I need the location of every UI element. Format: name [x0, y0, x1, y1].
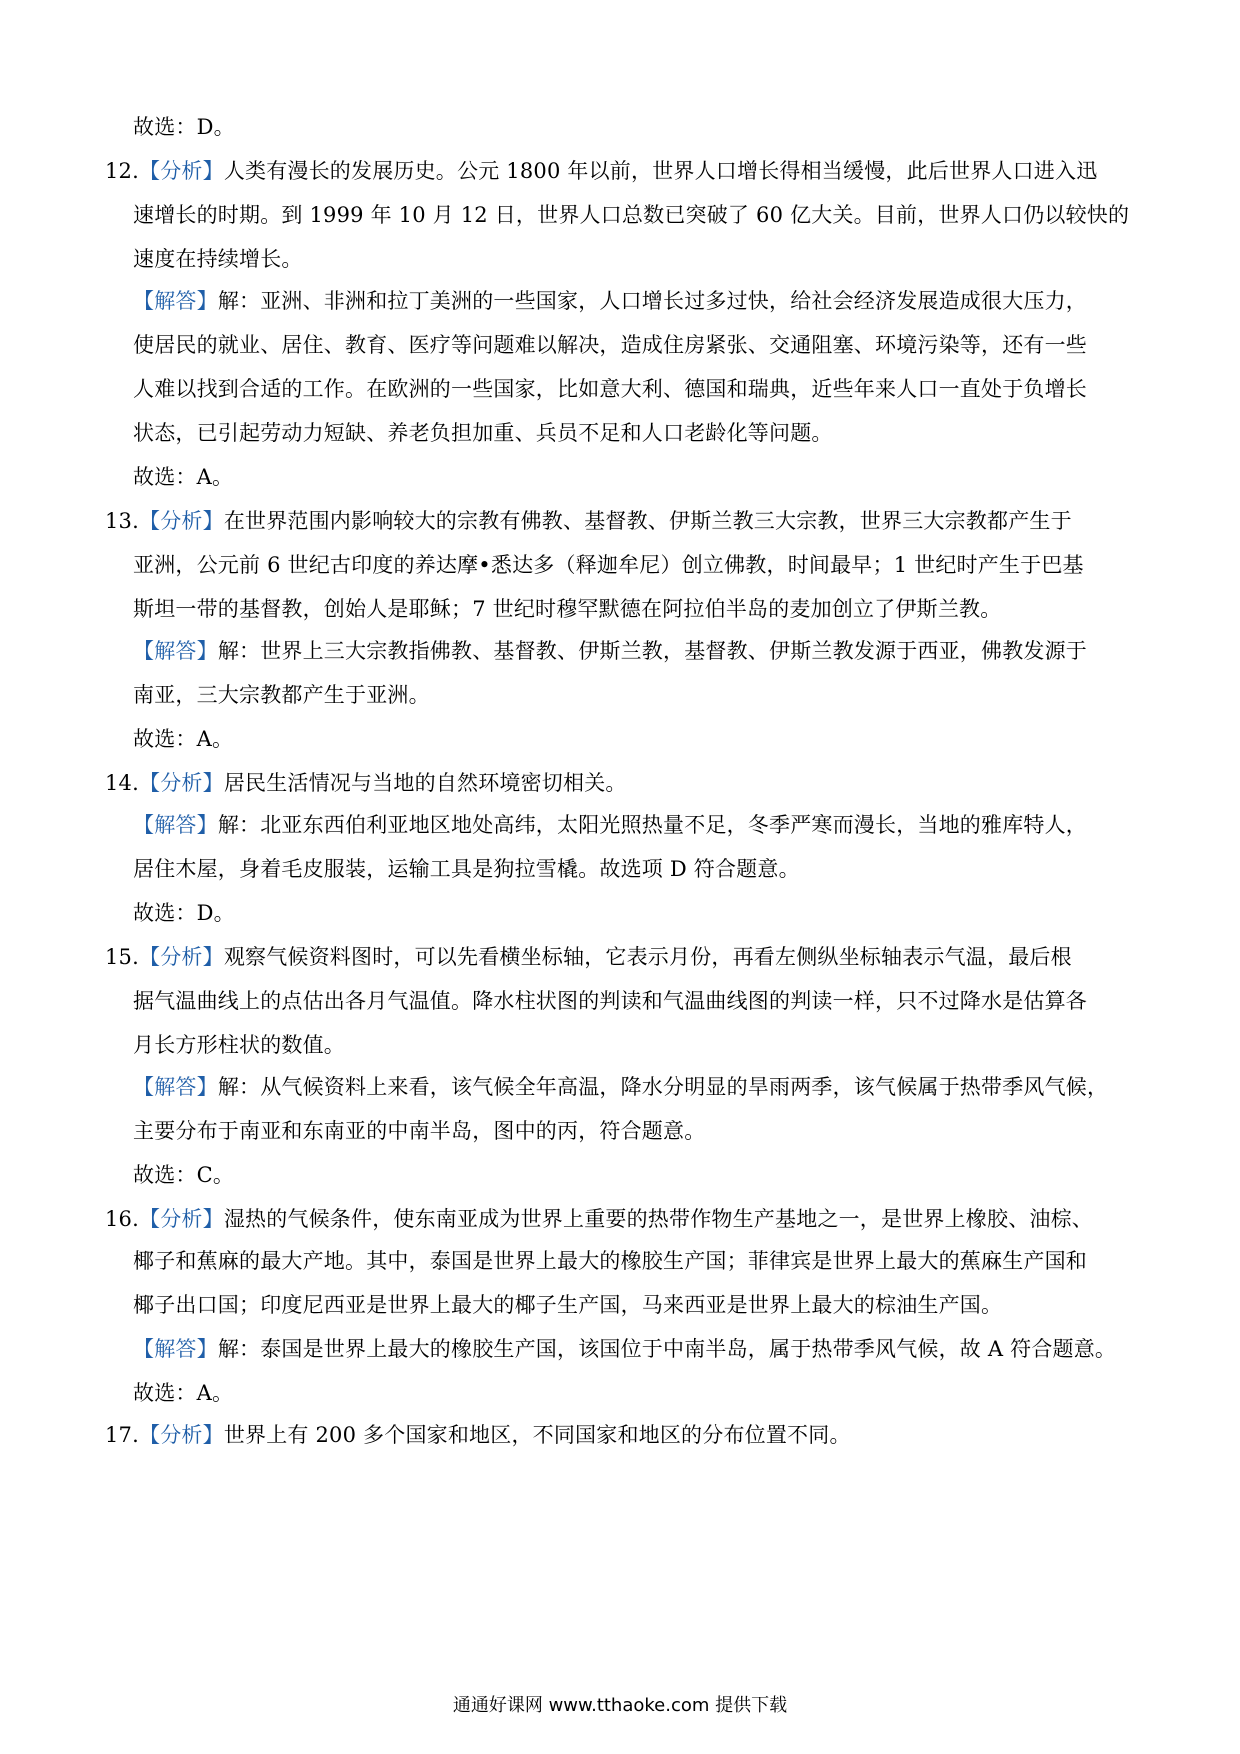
line-text: 解：亚洲、非洲和拉丁美洲的一些国家，人口增长过多过快，给社会经济发展造成很大压力，	[217, 289, 1088, 313]
question-line	[105, 506, 1072, 536]
text-line	[133, 1160, 234, 1190]
solution-tag: 【解答】	[133, 1075, 218, 1099]
question-number: 17.	[105, 1423, 139, 1447]
analysis-tag: 【分析】	[139, 159, 224, 183]
text-line	[133, 462, 233, 492]
line-text: 据气温曲线上的点估出各月气温值。降水柱状图的判读和气温曲线图的判读一样，只不过降水是估算各	[133, 989, 1087, 1013]
line-text: 南亚，三大宗教都产生于亚洲。	[133, 683, 430, 707]
line-text: 故选：A。	[133, 1381, 234, 1405]
question-line	[105, 942, 1072, 972]
text-line	[133, 330, 1087, 360]
text-line	[133, 724, 233, 754]
line-text: 观察气候资料图时，可以先看横坐标轴，它表示月份，再看左侧纵坐标轴表示气温，最后根	[223, 945, 1072, 969]
line-text: 速度在持续增长。	[133, 247, 303, 271]
text-line	[133, 986, 1087, 1016]
text-line	[133, 1290, 1002, 1320]
solution-tag: 【解答】	[133, 289, 218, 313]
line-text: 速增长的时期。到 1999 年 10 月 12 日，世界人口总数已突破了 60 亿大关。目前，世界人口仍以较快的	[133, 203, 1130, 227]
analysis-tag: 【分析】	[139, 509, 224, 533]
line-text: 月长方形柱状的数值。	[133, 1033, 345, 1057]
solution-tag: 【解答】	[133, 639, 218, 663]
line-text: 亚洲，公元前 6 世纪古印度的养达摩•悉达多（释迦牟尼）创立佛教，时间最早；1 世纪时产生于巴基	[133, 553, 1084, 577]
line-text: 主要分布于南亚和东南亚的中南半岛，图中的丙，符合题意。	[133, 1119, 706, 1143]
line-text: 湿热的气候条件，使东南亚成为世界上重要的热带作物生产基地之一，是世界上橡胶、油棕、	[223, 1207, 1094, 1231]
text-line	[133, 374, 1087, 404]
text-line	[133, 854, 800, 884]
line-text: 故选：A。	[133, 727, 234, 751]
question-number: 14.	[105, 771, 139, 795]
question-line	[105, 1420, 851, 1450]
text-line	[133, 418, 833, 448]
text-line	[133, 680, 430, 710]
text-line	[133, 244, 303, 274]
line-text: 故选：D。	[133, 901, 235, 925]
analysis-tag: 【分析】	[139, 945, 224, 969]
line-text: 解：泰国是世界上最大的橡胶生产国，该国位于中南半岛，属于热带季风气候，故 A 符合题意。	[217, 1337, 1117, 1361]
question-line	[105, 768, 627, 798]
question-number: 16.	[105, 1207, 139, 1231]
analysis-tag: 【分析】	[139, 1207, 224, 1231]
text-line	[133, 1030, 345, 1060]
line-text: 斯坦一带的基督教，创始人是耶稣；7 世纪时穆罕默德在阿拉伯半岛的麦加创立了伊斯兰教。	[133, 597, 1002, 621]
text-line	[133, 112, 235, 142]
line-text: 解：北亚东西伯利亚地区地处高纬，太阳光照热量不足，冬季严寒而漫长，当地的雅库特人，	[217, 813, 1088, 837]
line-text: 故选：D。	[133, 115, 235, 139]
line-text: 居住木屋，身着毛皮服装，运输工具是狗拉雪橇。故选项 D 符合题意。	[133, 857, 800, 881]
line-text: 故选：A。	[133, 465, 234, 489]
line-text: 解：世界上三大宗教指佛教、基督教、伊斯兰教，基督教、伊斯兰教发源于西亚，佛教发源于	[217, 639, 1088, 663]
text-line	[133, 594, 1001, 624]
line-text: 故选：C。	[133, 1163, 235, 1187]
text-line	[133, 1378, 233, 1408]
question-number: 15.	[105, 945, 139, 969]
question-number: 12.	[105, 159, 139, 183]
text-line	[133, 550, 1084, 580]
answer-line	[133, 1072, 1108, 1102]
line-text: 居民生活情况与当地的自然环境密切相关。	[223, 771, 627, 795]
question-line	[105, 156, 1097, 186]
answer-line	[133, 1334, 1116, 1364]
answer-line	[133, 636, 1087, 666]
line-text: 椰子出口国；印度尼西亚是世界上最大的椰子生产国，马来西亚是世界上最大的棕油生产国。	[133, 1293, 1003, 1317]
line-text: 世界上有 200 多个国家和地区，不同国家和地区的分布位置不同。	[223, 1423, 851, 1447]
answer-line	[133, 286, 1087, 316]
line-text: 使居民的就业、居住、教育、医疗等问题难以解决，造成住房紧张、交通阻塞、环境污染等，还有一些	[133, 333, 1087, 357]
line-text: 状态，已引起劳动力短缺、养老负担加重、兵员不足和人口老龄化等问题。	[133, 421, 833, 445]
solution-tag: 【解答】	[133, 813, 218, 837]
line-text: 在世界范围内影响较大的宗教有佛教、基督教、伊斯兰教三大宗教，世界三大宗教都产生于	[223, 509, 1072, 533]
text-line	[133, 1116, 705, 1146]
line-text: 椰子和蕉麻的最大产地。其中，泰国是世界上最大的橡胶生产国；菲律宾是世界上最大的蕉麻生产国和	[133, 1249, 1087, 1273]
text-line	[133, 898, 235, 928]
page-footer: 通通好课网 www.tthaoke.com 提供下载	[452, 1695, 788, 1716]
line-text: 人类有漫长的发展历史。公元 1800 年以前，世界人口增长得相当缓慢，此后世界人口进入迅	[223, 159, 1098, 183]
question-line	[105, 1204, 1093, 1234]
analysis-tag: 【分析】	[139, 771, 224, 795]
analysis-tag: 【分析】	[139, 1423, 224, 1447]
question-number: 13.	[105, 509, 139, 533]
solution-tag: 【解答】	[133, 1337, 218, 1361]
text-line	[133, 1246, 1087, 1276]
text-line	[133, 200, 1129, 230]
line-text: 人难以找到合适的工作。在欧洲的一些国家，比如意大利、德国和瑞典，近些年来人口一直处于负增长	[133, 377, 1087, 401]
line-text: 解：从气候资料上来看，该气候全年高温，降水分明显的旱雨两季，该气候属于热带季风气候，	[217, 1075, 1109, 1099]
answer-line	[133, 810, 1087, 840]
